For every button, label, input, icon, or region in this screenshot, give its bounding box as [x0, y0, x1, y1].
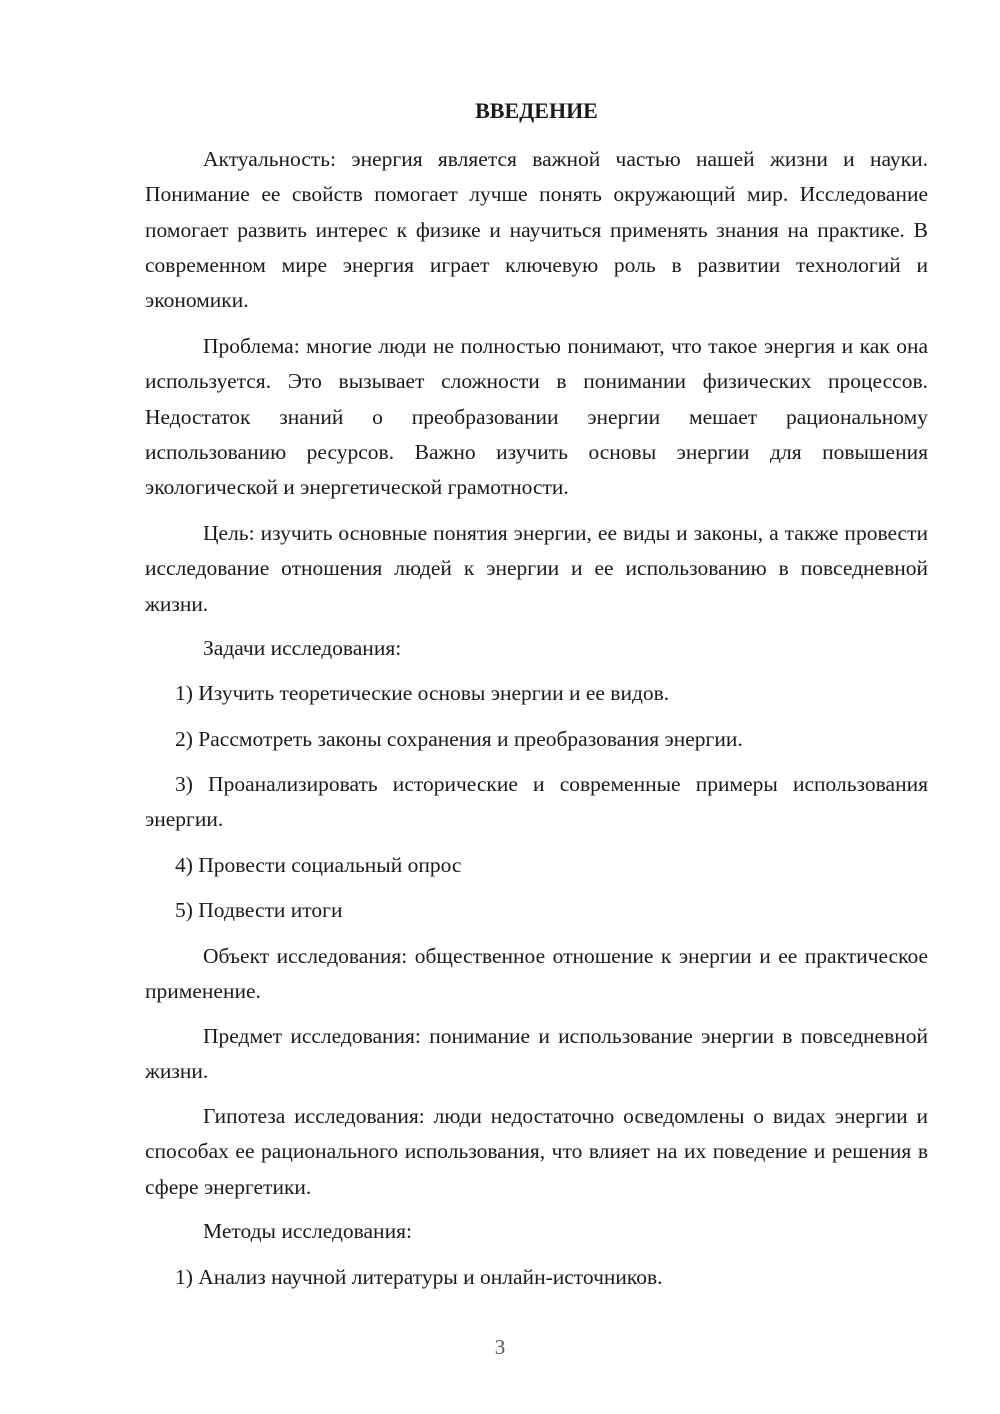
paragraph-goal: Цель: изучить основные понятия энергии, ее виды и законы, а также провести исследование отношения людей к энергии и ее использованию в повседневной жизни. — [145, 521, 928, 616]
page-title: ВВЕДЕНИЕ — [475, 98, 598, 123]
list-item-method-1: 1) Анализ научной литературы и онлайн-источников. — [175, 1265, 663, 1289]
list-item-task-2: 2) Рассмотреть законы сохранения и преобразования энергии. — [175, 727, 743, 751]
paragraph-object: Объект исследования: общественное отношение к энергии и ее практическое применение. — [145, 944, 928, 1004]
paragraph-problem: Проблема: многие люди не полностью понимают, что такое энергия и как она используется. Это вызывает сложности в понимании физических процессов. Недостаток знаний о преобразовании энергии мешает рациональному использованию ресурсов. Важно изучить основы энергии для повышения экологической и энергетической грамотности. — [145, 334, 928, 500]
list-item-task-1: 1) Изучить теоретические основы энергии и ее видов. — [175, 681, 670, 705]
paragraph-hypothesis: Гипотеза исследования: люди недостаточно осведомлены о видах энергии и способах ее рационального использования, что влияет на их поведение и решения в сфере энергетики. — [145, 1104, 928, 1199]
methods-heading: Методы исследования: — [203, 1219, 412, 1243]
paragraph-relevance: Актуальность: энергия является важной частью нашей жизни и науки. Понимание ее свойств помогает лучше понять окружающий мир. Исследование помогает развить интерес к физике и научиться применять знания на практике. В современном мире энергия играет ключевую роль в развитии технологий и экономики. — [145, 147, 928, 313]
paragraph-subject: Предмет исследования: понимание и использование энергии в повседневной жизни. — [145, 1024, 928, 1084]
tasks-heading: Задачи исследования: — [203, 636, 402, 660]
list-item-task-3: 3) Проанализировать исторические и современные примеры использования энергии. — [145, 772, 928, 832]
list-item-task-4: 4) Провести социальный опрос — [175, 853, 462, 877]
page-number: 3 — [494, 1335, 506, 1359]
list-item-task-5: 5) Подвести итоги — [175, 898, 343, 922]
